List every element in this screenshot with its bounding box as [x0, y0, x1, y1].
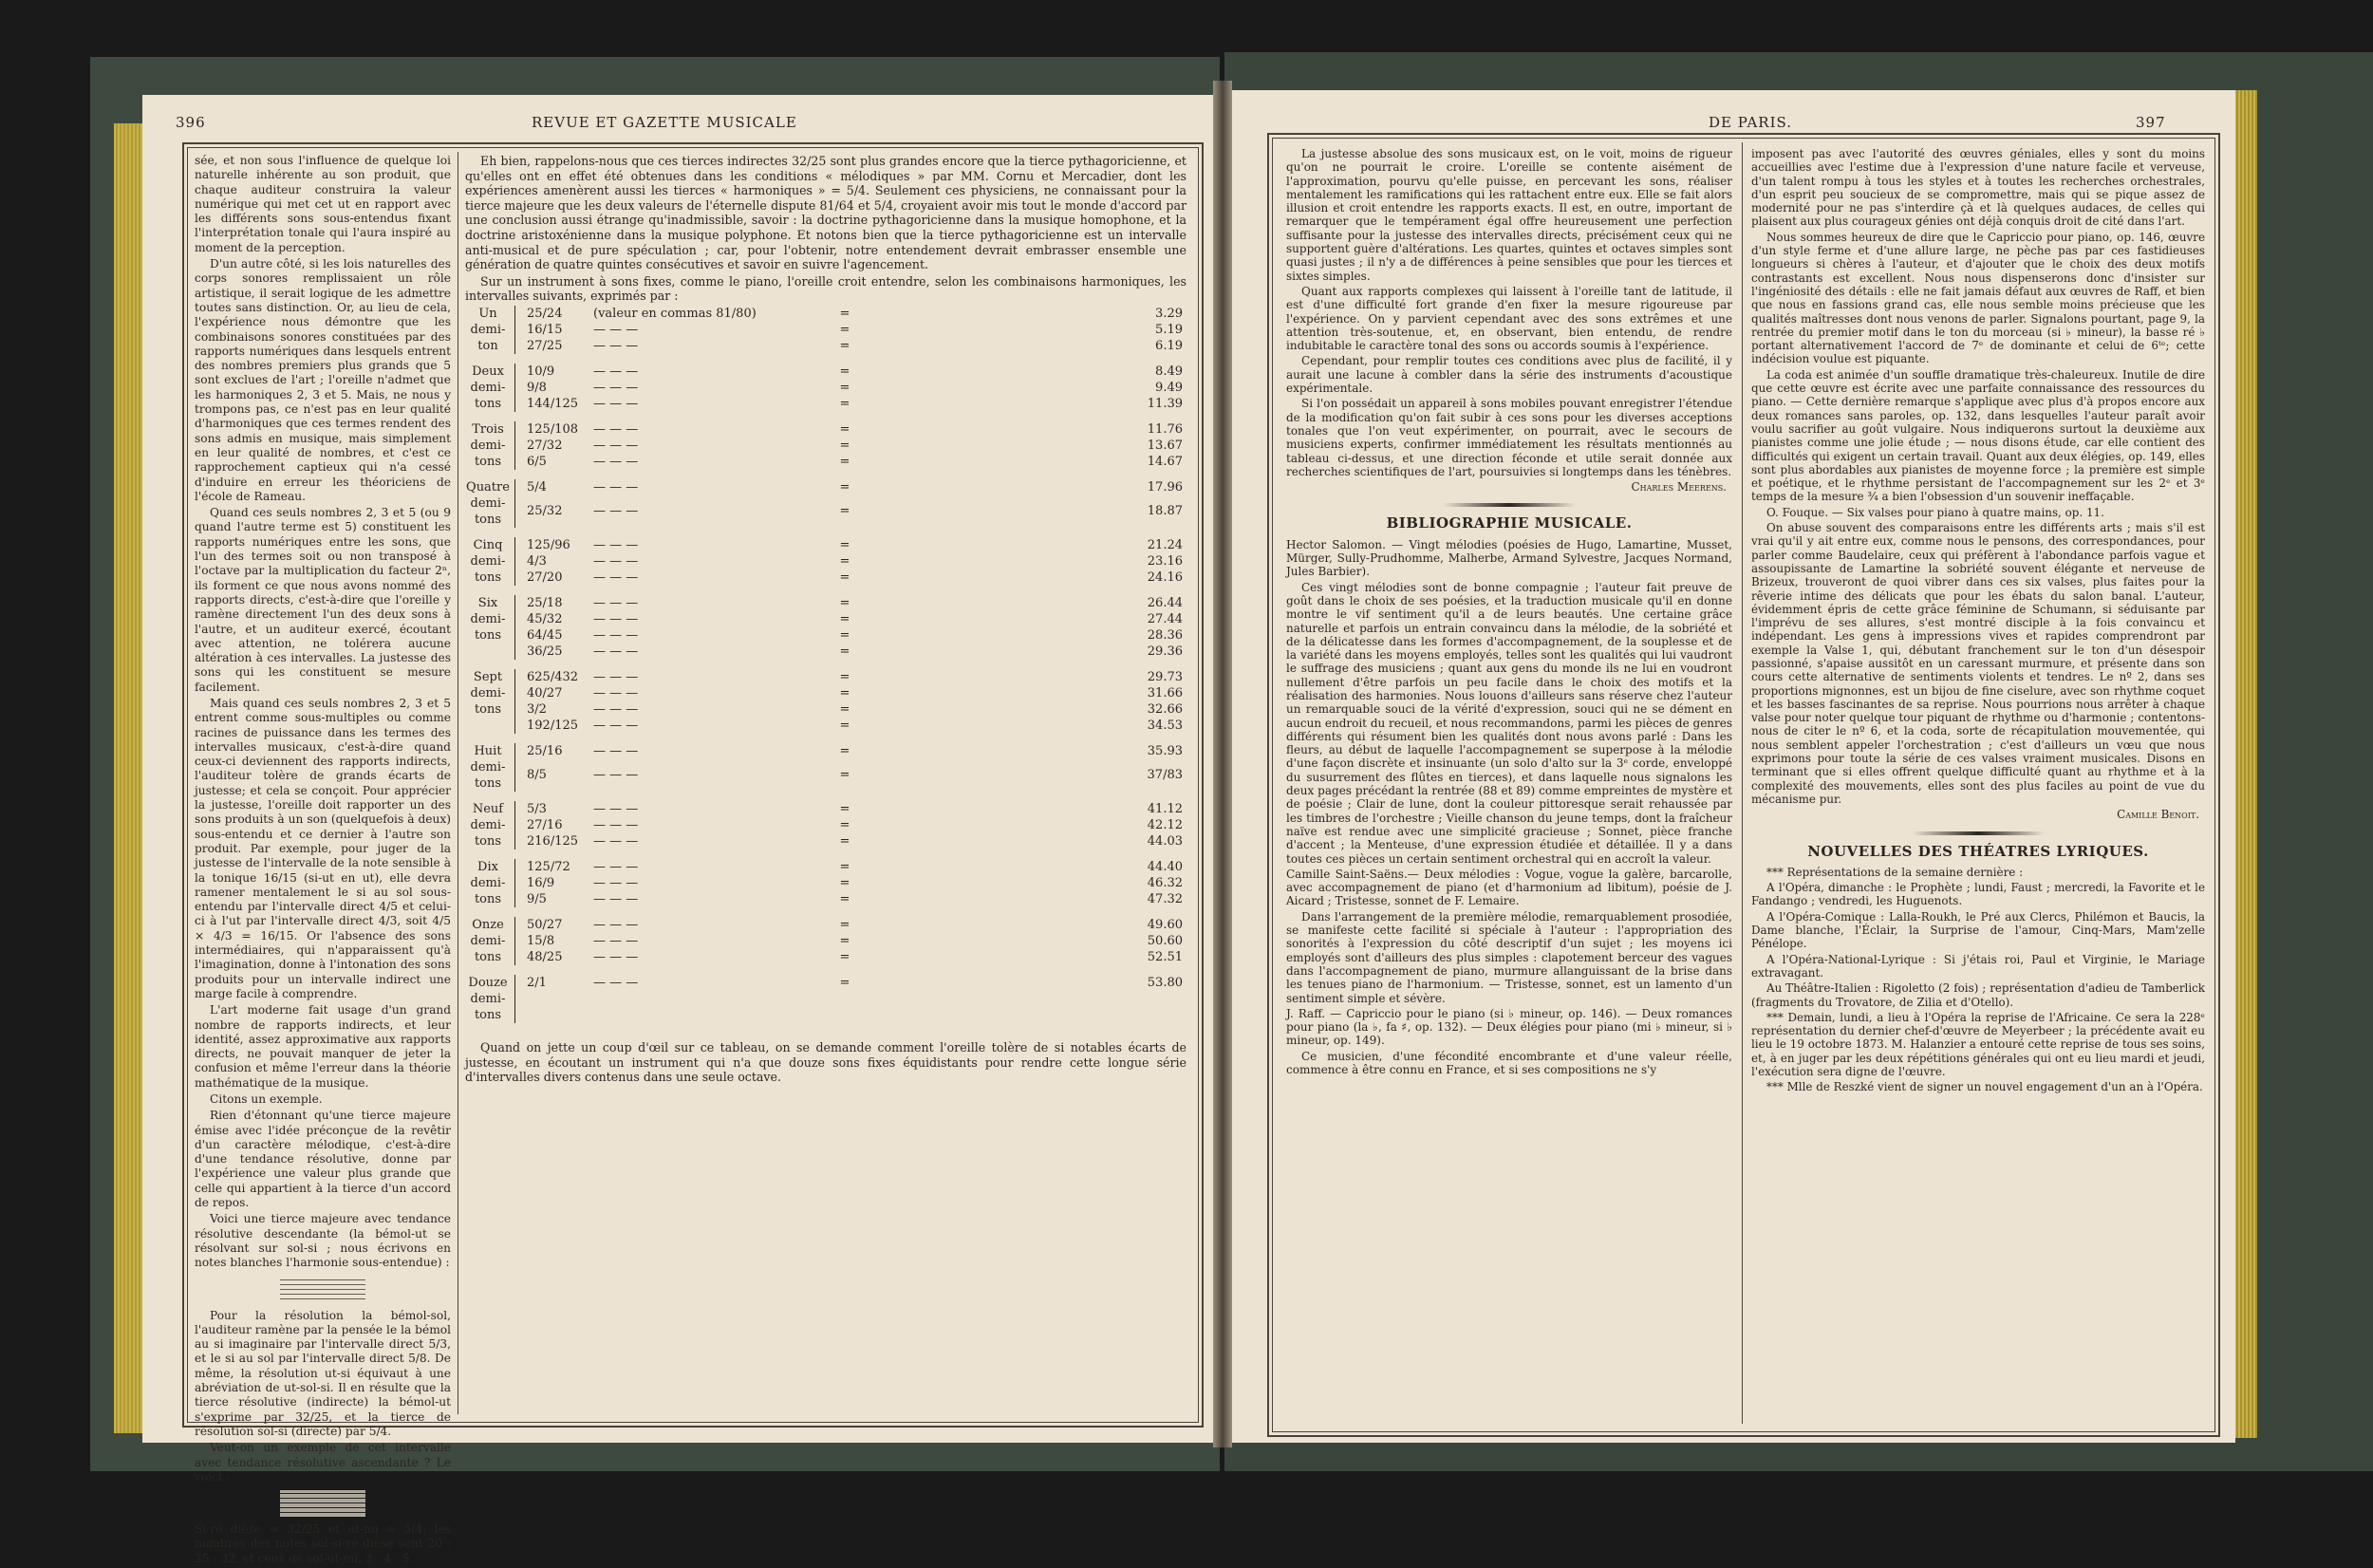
paragraph: L'art moderne fait usage d'un grand nombre de rapports indirects, et leur identité, assez approximative aux rapports directs, ne pouvait manquer de jeter la confusion et même l'erreur dans la théorie mathématique de la musique. [195, 1003, 451, 1090]
paragraph: Si-ré dièse = 32/25 et ut-mi = 5/4; les nombres des notes sol-si-ré dièse sont 20 : 25 : 32, et ceux de sol-ut-mi, 3 : 4 : 5. [195, 1522, 451, 1565]
ratio-cell: 9/8 [527, 380, 547, 395]
paragraph: A l'Opéra, dimanche : le Prophète ; lundi, Faust ; mercredi, la Favorite et le Fandango ; vendredi, les Huguenots. [1751, 881, 2205, 908]
paragraph: Si l'on possédait un appareil à sons mobiles pouvant enregistrer l'étendue de la modification qu'on fait subir à ces sons pour les diverses acceptions tonales que l'on veut expérimenter, on pourrait, avec le secours de musiciens experts, confirmer immédiatement les résultats mentionnés au tableau ci-dessus, et une direction féconde et utile serait donnée aux recherches scientifiques de l'art, poursuivies si longtemps dans les ténèbres. [1286, 397, 1732, 478]
comma-value-cell: 37/83 [1147, 768, 1183, 783]
table-spacer [465, 965, 1186, 975]
equals-cell: = [839, 454, 850, 469]
comma-value-cell: 13.67 [1147, 438, 1183, 453]
note-cell: — — — [593, 801, 639, 816]
table-spacer [465, 412, 1186, 421]
table-spacer [465, 660, 1186, 669]
equals-cell: = [839, 396, 850, 411]
equals-cell: = [839, 859, 850, 874]
table-spacer [465, 734, 1186, 743]
note-cell: — — — [593, 718, 639, 733]
table-row [465, 875, 1186, 891]
note-cell: — — — [593, 364, 639, 379]
paragraph: Sur un instrument à sons fixes, comme le piano, l'oreille croit entendre, selon les combinaisons harmoniques, les intervalles suivants, exprimés par : [465, 273, 1186, 304]
paragraph: Veut-on un exemple de cet intervalle avec tendance résolutive ascendante ? Le voici : [195, 1441, 451, 1484]
ratio-cell: 192/125 [527, 718, 579, 733]
note-cell: — — — [593, 322, 639, 337]
comma-value-cell: 34.53 [1147, 718, 1183, 733]
equals-cell: = [839, 611, 850, 626]
paragraph: D'un autre côté, si les lois naturelles des corps sonores remplissaient un rôle artistique, il serait logique de les admettre toutes sans distinction. Or, au lieu de cela, l'expérience nous démontre que les combinaisons sonores constituées par des rapports numériques dans lesquels entrent des nombres premiers plus grands que 5 sont exclues de l'art ; l'oreille n'admet que les harmoniques 2, 3 et 5. Mais, ne nous y trompons pas, ce n'est pas en leur qualité d'harmoniques que ces termes rendent des sons admis en musique, mais simplement en leur qualité de nombres, et c'est ce rapprochement captieux qui n'a cessé d'induire en erreur les théoriciens de l'école de Rameau. [195, 257, 451, 503]
note-cell: — — — [593, 875, 639, 890]
table-spacer [465, 586, 1186, 595]
comma-value-cell: 52.51 [1147, 949, 1183, 964]
note-cell: — — — [593, 644, 639, 659]
comma-value-cell: 29.36 [1147, 644, 1183, 659]
ratio-cell: 10/9 [527, 364, 555, 379]
comma-value-cell: 18.87 [1147, 504, 1183, 519]
note-cell: — — — [593, 833, 639, 849]
paragraph: Nous sommes heureux de dire que le Capriccio pour piano, op. 146, œuvre d'un style ferme et d'une allure large, ne pèche pas par ces fastidieuses longueurs si chères à l'auteur, et d'ajouter que le choix des deux motifs contrastants est excellent. Nous nous dispenserons donc d'insister sur l'ingéniosité des détails : elle ne fait jamais défaut aux œuvres de Raff, et bien que nous en fassions grand cas, elle nous semble moins précieuse que les qualités maîtresses dont nous venons de parler. Signalons pourtant, page 9, la rentrée du premier motif dans le ton du morceau (si ♭ mineur), la basse ré ♭ portant alternativement l'accord de 7ᵉ de dominante et celui de 6ᵗᵉ; cette indécision voulue est piquante. [1751, 230, 2205, 366]
note-cell: — — — [593, 569, 639, 585]
table-row [465, 859, 1186, 875]
equals-cell: = [839, 817, 850, 832]
ratio-cell: 125/72 [527, 859, 570, 874]
ratio-cell: 25/16 [527, 743, 563, 758]
ratio-cell: 45/32 [527, 611, 563, 626]
table-row [465, 743, 1186, 768]
comma-value-cell: 41.12 [1147, 801, 1183, 816]
note-cell: — — — [593, 685, 639, 700]
equals-cell: = [839, 875, 850, 890]
equals-cell: = [839, 975, 850, 990]
paragraph: Hector Salomon. — Vingt mélodies (poésies de Hugo, Lamartine, Musset, Mürger, Sully-Prudhomme, Malherbe, Armand Sylvestre, Jacques Normand, Jules Barbier). [1286, 537, 1732, 579]
paragraph: Quand ces seuls nombres 2, 3 et 5 (ou 9 quand l'autre terme est 5) constituent les rapports numériques entre les sons, que l'un des termes soit ou non transposé à l'octave par la multiplication du facteur 2ⁿ, ils forment ce que nous avons nommé des rapports directs, c'est-à-dire que l'oreille y ramène directement l'un des deux sons à l'autre, et un auditeur exercé, écoutant avec attention, ne tolérera aucune altération à ces intervalles. La justesse des sons qui les constituent se mesure facilement. [195, 506, 451, 694]
running-head-right: DE PARIS. [1709, 114, 1793, 131]
note-cell: — — — [593, 859, 639, 874]
equals-cell: = [839, 718, 850, 733]
equals-cell: = [839, 933, 850, 948]
ratio-cell: 125/96 [527, 537, 570, 552]
comma-value-cell: 42.12 [1147, 817, 1183, 832]
table-row [465, 685, 1186, 701]
ratio-cell: 16/15 [527, 322, 563, 337]
note-cell: — — — [593, 975, 639, 990]
ratio-cell: 16/9 [527, 875, 555, 890]
interval-label: Deux demi-tons [465, 364, 515, 412]
table-row [465, 801, 1186, 817]
comma-value-cell: 14.67 [1147, 454, 1183, 469]
interval-label: Douze demi-tons [465, 975, 515, 1023]
ratio-cell: 2/1 [527, 975, 547, 990]
table-row [465, 595, 1186, 611]
paragraph: Quant aux rapports complexes qui laissent à l'oreille tant de latitude, il est d'une difficulté fort grande d'en fixer la mesure rigoureuse par l'expérience. On y parvient cependant avec des sons extrêmes et une attention très-soutenue, et, en observant, bien entendu, de rendre indubitable le caractère tonal des sons ou accords soumis à l'expérience. [1286, 284, 1732, 353]
table-spacer [465, 528, 1186, 537]
equals-cell: = [839, 537, 850, 552]
ornament-rule [1443, 503, 1576, 507]
equals-cell: = [839, 364, 850, 379]
note-cell: — — — [593, 933, 639, 948]
ratio-cell: 50/27 [527, 917, 563, 932]
table-spacer [465, 1023, 1186, 1033]
note-cell: — — — [593, 504, 639, 519]
note-cell: — — — [593, 743, 639, 758]
note-cell: — — — [593, 611, 639, 626]
comma-value-cell: 26.44 [1147, 595, 1183, 610]
note-cell: — — — [593, 891, 639, 906]
paragraph: Mais quand ces seuls nombres 2, 3 et 5 entrent comme sous-multiples ou comme racines de puissance dans les termes des intervalles musicaux, c'est-à-dire quand ceux-ci deviennent des rapports indirects, l'auditeur tolère de grands écarts de justesse; et cela se conçoit. Pour apprécier la justesse, l'oreille doit rapporter un des sons produits à un son (quelquefois à deux) sous-entendu et ce dernier à l'autre son produit. Par exemple, pour juger de la justesse de l'intervalle de la note sensible à la tonique 16/15 (si-ut en ut), elle devra ramener mentalement le si au sol sous-entendu par l'intervalle direct 4/5 et celui-ci à l'ut par l'intervalle direct 4/3, soit 4/5 × 4/3 = 16/15. Or l'absence des sons intermédiaires, qui n'apparaissent qu'à l'imagination, donne à l'intonation des sons produits pour un intervalle indirect une marge facile à comprendre. [195, 696, 451, 1000]
paragraph: Voici une tierce majeure avec tendance résolutive descendante (la bémol-ut se résolvant sur sol-si ; nous écrivons en notes blanches l'harmonie sous-entendue) : [195, 1212, 451, 1270]
signature-benoit: Camille Benoit. [2117, 808, 2199, 822]
paragraph: Citons un exemple. [210, 1092, 323, 1106]
equals-cell: = [839, 595, 850, 610]
paragraph: *** Représentations de la semaine dernière : [1766, 865, 2024, 879]
ratio-cell: 40/27 [527, 685, 563, 700]
ratio-cell: 125/108 [527, 421, 579, 437]
page-number-left: 396 [176, 114, 206, 131]
ratio-cell: 4/3 [527, 553, 547, 569]
equals-cell: = [839, 833, 850, 849]
comma-value-cell: 21.24 [1147, 537, 1183, 552]
equals-cell: = [839, 701, 850, 717]
table-spacer [465, 470, 1186, 479]
table-row [465, 306, 1186, 322]
ratio-cell: 25/18 [527, 595, 563, 610]
equals-cell: = [839, 306, 850, 321]
comma-value-cell: 31.66 [1147, 685, 1183, 700]
column-rule-right [1742, 142, 1743, 1424]
ratio-cell: 25/32 [527, 504, 563, 519]
table-row [465, 611, 1186, 627]
table-row [465, 627, 1186, 644]
table-row [465, 503, 1186, 528]
note-cell: — — — [593, 380, 639, 395]
comma-value-cell: 17.96 [1147, 479, 1183, 495]
paragraph: Pour la résolution la bémol-sol, l'auditeur ramène par la pensée le la bémol au si imaginaire par l'intervalle direct 5/3, et le si au sol par l'intervalle direct 5/8. De même, la résolution ut-si équivaut à une abréviation de ut-sol-si. Il en résulte que la tierce résolutive (indirecte) la bémol-ut s'exprime par 32/25, et la tierce de résolution sol-si (directe) par 5/4. [195, 1308, 451, 1438]
note-cell: (valeur en commas 81/80) [593, 306, 757, 321]
paragraph: J. Raff. — Capriccio pour le piano (si ♭ mineur, op. 146). — Deux romances pour piano (la ♭, fa ♯, op. 132). — Deux élégies pour piano (mi ♭ mineur, si ♭ mineur, op. 149). [1286, 1006, 1732, 1048]
section-title-theatres: NOUVELLES DES THÉATRES LYRIQUES. [1807, 842, 2149, 860]
ratio-cell: 5/4 [527, 479, 547, 495]
comma-value-cell: 28.36 [1147, 627, 1183, 643]
interval-label: Dix demi-tons [465, 859, 515, 907]
equals-cell: = [839, 644, 850, 659]
comma-value-cell: 24.16 [1147, 569, 1183, 585]
equals-cell: = [839, 627, 850, 643]
paragraph: Quand on jette un coup d'œil sur ce tableau, on se demande comment l'oreille tolère de si notables écarts de justesse, en écoutant un instrument qui n'a que douze sons fixes équidistants pour rendre cette longue série d'intervalles divers contenus dans une seule octave. [465, 1039, 1186, 1085]
ratio-cell: 27/20 [527, 569, 563, 585]
comma-value-cell: 23.16 [1147, 553, 1183, 569]
paragraph: On abuse souvent des comparaisons entre les différents arts ; mais s'il est vrai qu'il y ait entre eux, comme nous le pensons, des correspondances, pour parler comme Baudelaire, ceux qui préfèrent à l'abondance parfois vague et assoupissante de Lamartine la sobriété souvent élégante et nerveuse de Brizeux, trouveront de quoi vibrer dans ces six valses, plus faites pour la rêverie intime des délicats que pour les ébats du salon banal. L'auteur, évidemment épris de cette grâce féminine de Schumann, si séduisante par l'imprévu de ses allures, s'est montré disciple à la fois convaincu et indépendant. Les gens à impressions vives et rapides comprendront par exemple la Valse 1, qui, débutant franchement sur le ton d'un désespoir passionné, s'apaise aussitôt en un caressant murmure, et présente dans son cours cette alternative de sentiments violents et tendres. Le nº 2, dans ses proportions mignonnes, est un bijou de fine ciselure, avec son rhythme coquet et les basses fascinantes de sa reprise. Nous pourrions nous arrêter à chaque valse pour noter quelque tour piquant de rhythme ou d'harmonie ; contentons-nous de citer le nº 6, et la coda, sorte de récapitulation mouvementée, qui nous semblent appeler l'orchestration ; c'est d'ailleurs un vœu que nous exprimons pour toute la série de ces valses vraiment musicales. Disons en terminant que si elles offrent quelque difficulté quant au rhythme et à la complexité des mouvements, elles sont des plus faciles au point de vue du mécanisme pur. [1751, 521, 2205, 806]
interval-label: Quatre demi-tons [465, 479, 515, 528]
table-spacer [465, 849, 1186, 859]
table-row [465, 833, 1186, 849]
equals-cell: = [839, 438, 850, 453]
comma-value-cell: 11.39 [1147, 396, 1183, 411]
ratio-cell: 27/16 [527, 817, 563, 832]
table-row [465, 949, 1186, 965]
right-column-1 [1286, 147, 1732, 1078]
interval-label: Cinq demi-tons [465, 537, 515, 586]
paragraph: Cependant, pour remplir toutes ces conditions avec plus de facilité, il y aurait une lacune à combler dans la série des instruments d'acoustique expérimentale. [1286, 354, 1732, 396]
table-row [465, 933, 1186, 949]
equals-cell: = [839, 768, 850, 783]
ratio-cell: 64/45 [527, 627, 563, 643]
table-row [465, 421, 1186, 438]
left-column-1 [195, 154, 451, 1568]
comma-value-cell: 3.29 [1155, 306, 1183, 321]
table-row [465, 644, 1186, 660]
page-number-right: 397 [2136, 114, 2166, 131]
comma-value-cell: 5.19 [1155, 322, 1183, 337]
table-row [465, 380, 1186, 396]
paragraph: sée, et non sous l'influence de quelque loi naturelle inhérente au son produit, que chaque auditeur construira la valeur numérique qui met cet ut en rapport avec les différents sons sous-entendus fixant l'interprétation tonale qui l'aura inspiré au moment de la perception. [195, 154, 451, 254]
music-example-1 [280, 1277, 365, 1303]
note-cell: — — — [593, 396, 639, 411]
note-cell: — — — [593, 479, 639, 495]
ratio-cell: 27/32 [527, 438, 563, 453]
ratio-cell: 25/24 [527, 306, 563, 321]
equals-cell: = [839, 917, 850, 932]
note-cell: — — — [593, 949, 639, 964]
table-row [465, 701, 1186, 718]
equals-cell: = [839, 504, 850, 519]
table-row [465, 396, 1186, 412]
table-row [465, 364, 1186, 380]
interval-table [465, 306, 1186, 1033]
table-row [465, 669, 1186, 685]
comma-value-cell: 44.03 [1147, 833, 1183, 849]
table-row [465, 817, 1186, 833]
note-cell: — — — [593, 338, 639, 353]
equals-cell: = [839, 891, 850, 906]
paragraph: Dans l'arrangement de la première mélodie, remarquablement prosodiée, se manifeste cette facilité si spéciale à l'auteur : l'appropriation des sonorités à l'expression du côté descriptif d'un sujet ; les moyens ici employés sont d'ailleurs des plus simples : clapotement berceur des vagues dans l'accompagnement de piano, murmure allanguissant de la brise dans les tenues piano de l'harmonium. — Tristesse, sonnet, est un lamento d'un sentiment simple et sévère. [1286, 909, 1732, 1005]
ratio-cell: 6/5 [527, 454, 547, 469]
table-spacer [465, 907, 1186, 917]
comma-value-cell: 47.32 [1147, 891, 1183, 906]
ratio-cell: 216/125 [527, 833, 579, 849]
note-cell: — — — [593, 454, 639, 469]
table-row [465, 569, 1186, 586]
signature-meerens: Charles Meerens. [1631, 480, 1727, 495]
paragraph: Camille Saint-Saëns.— Deux mélodies : Vogue, vogue la galère, barcarolle, avec accompagnement de piano (et d'harmonium ad libitum), poésie de J. Aicard ; Tristesse, sonnet de F. Lemaire. [1286, 867, 1732, 908]
ornament-rule [1912, 831, 2045, 835]
music-example-2 [280, 1490, 365, 1517]
paragraph: Rien d'étonnant qu'une tierce majeure émise avec l'idée préconçue de la revêtir d'un caractère mélodique, c'est-à-dire d'une tendance résolutive, donne par l'expérience une valeur plus grande que celle qui appartient à la tierce d'un accord de repos. [195, 1109, 451, 1210]
table-row [465, 975, 1186, 1023]
ratio-cell: 5/3 [527, 801, 547, 816]
paragraph: Ces vingt mélodies sont de bonne compagnie ; l'auteur fait preuve de goût dans le choix de ses poésies, et la traduction musicale qu'il en donne montre le vif sentiment qu'il a de leurs beautés. Une certaine grâce naturelle et parfois un entrain convaincu dans la mélodie, de la sobriété et de la délicatesse dans les formes d'accompagnement, de la souplesse et de la variété dans les moyens employés, telles sont les qualités qui lui vaudront le suffrage des musiciens ; quant aux gens du monde ils ne lui en voudront nullement d'être parfois un peu facile dans le choix des motifs et la réalisation des harmonies. Nous louons d'ailleurs sans réserve chez l'auteur un remarquable souci de la vérité d'expression, souci qui ne se dément en aucun endroit du recueil, et nous recommandons, parmi les pièces de genres différents qui résument bien les qualités dont nous avons parlé : Dans les fleurs, au début de laquelle l'accompagnement se superpose à la mélodie d'une façon discrète et insinuante (un solo d'alto sur la 3ᵉ corde, enveloppé du susurrement des flûtes en tierces), et dans laquelle nous signalons les deux pages précédant la rentrée (88 et 89) comme empreintes de mystère et de poésie ; Clair de lune, dont la couleur pittoresque serait rehaussée par les timbres de l'orchestre ; Vieille chanson du jeune temps, dont la fraîcheur naïve est rendue avec une simplicité gracieuse ; Sonnet, pièce franche d'accent ; la Menteuse, d'une expression étudiée et détaillée. Il y a dans toutes ces pièces un certain sentiment orchestral qui en accroît la valeur. [1286, 580, 1733, 866]
interval-label: Neuf demi-tons [465, 801, 515, 849]
running-head-left: REVUE ET GAZETTE MUSICALE [532, 114, 797, 131]
right-column-2 [1751, 147, 2205, 1096]
equals-cell: = [839, 743, 850, 758]
paragraph: *** Demain, lundi, a lieu à l'Opéra la reprise de l'Africaine. Ce sera la 228ᵉ représentation du dernier chef-d'œuvre de Meyerbeer ; la précédente avait eu lieu le 19 octobre 1873. M. Halanzier a entouré cette reprise de tous ses soins, et, à en juger par les deux répétitions générales qui ont eu lieu mardi et jeudi, l'exécution sera digne de l'œuvre. [1751, 1010, 2205, 1078]
comma-value-cell: 32.66 [1147, 701, 1183, 717]
note-cell: — — — [593, 768, 639, 783]
table-row [465, 718, 1186, 734]
note-cell: — — — [593, 917, 639, 932]
equals-cell: = [839, 949, 850, 964]
paragraph: A l'Opéra-Comique : Lalla-Roukh, le Pré aux Clercs, Philémon et Baucis, la Dame blanche, l'Éclair, la Surprise de l'amour, Cinq-Mars, Mam'zelle Pénélope. [1751, 909, 2205, 951]
table-row [465, 322, 1186, 338]
note-cell: — — — [593, 421, 639, 437]
equals-cell: = [839, 669, 850, 684]
table-spacer [465, 354, 1186, 364]
comma-value-cell: 27.44 [1147, 611, 1183, 626]
table-row [465, 553, 1186, 569]
interval-label: Six demi-tons [465, 595, 515, 660]
equals-cell: = [839, 421, 850, 437]
comma-value-cell: 11.76 [1147, 421, 1183, 437]
ratio-cell: 8/5 [527, 768, 547, 783]
interval-label: Onze demi-tons [465, 917, 515, 965]
table-row [465, 891, 1186, 907]
paragraph: Ce musicien, d'une fécondité encombrante et d'une valeur réelle, commence à être connu en France, et si ses compositions ne s'y [1286, 1049, 1732, 1076]
gutter [1213, 81, 1232, 1447]
table-row [465, 537, 1186, 553]
interval-label: Trois demi-tons [465, 421, 515, 470]
note-cell: — — — [593, 438, 639, 453]
paragraph: A l'Opéra-National-Lyrique : Si j'étais roi, Paul et Virginie, le Mariage extravagant. [1751, 952, 2205, 980]
comma-value-cell: 44.40 [1147, 859, 1183, 874]
equals-cell: = [839, 801, 850, 816]
note-cell: — — — [593, 553, 639, 569]
table-row [465, 479, 1186, 504]
table-row [465, 917, 1186, 933]
equals-cell: = [839, 569, 850, 585]
ratio-cell: 9/5 [527, 891, 547, 906]
comma-value-cell: 8.49 [1155, 364, 1183, 379]
comma-value-cell: 53.80 [1147, 975, 1183, 990]
ratio-cell: 27/25 [527, 338, 563, 353]
paragraph: La justesse absolue des sons musicaux est, on le voit, moins de rigueur qu'on ne pourrait le croire. L'oreille se contente aisément de l'approximation, pourvu qu'elle puisse, en percevant les sons, réaliser mentalement les ramifications qui les rattachent entre eux. Elle se fait alors illusion et croit entendre les rapports exacts. Il est, en outre, important de remarquer que le tempérament égal offre heureusement une perfection suffisante pour la justesse des intervalles directs, précisément ceux qui ne supportent guère d'altérations. Les quartes, quintes et octaves simples sont quasi justes ; il n'y a de différences à peine sensibles que pour les tierces et sixtes simples. [1286, 147, 1732, 283]
paragraph: *** Mlle de Reszké vient de signer un nouvel engagement d'un an à l'Opéra. [1766, 1080, 2203, 1094]
comma-value-cell: 35.93 [1147, 743, 1183, 758]
ratio-cell: 36/25 [527, 644, 563, 659]
equals-cell: = [839, 338, 850, 353]
comma-value-cell: 49.60 [1147, 917, 1183, 932]
equals-cell: = [839, 553, 850, 569]
ratio-cell: 625/432 [527, 669, 579, 684]
note-cell: — — — [593, 537, 639, 552]
comma-value-cell: 29.73 [1147, 669, 1183, 684]
comma-value-cell: 50.60 [1147, 933, 1183, 948]
interval-label: Un demi-ton [465, 306, 515, 354]
comma-value-cell: 6.19 [1155, 338, 1183, 353]
table-row [465, 338, 1186, 354]
note-cell: — — — [593, 595, 639, 610]
interval-label: Huit demi-tons [465, 743, 515, 792]
comma-value-cell: 9.49 [1155, 380, 1183, 395]
table-spacer [465, 792, 1186, 801]
table-row [465, 454, 1186, 470]
interval-label: Sept demi-tons [465, 669, 515, 734]
equals-cell: = [839, 322, 850, 337]
paragraph: Au Théâtre-Italien : Rigoletto (2 fois) ; représentation d'adieu de Tamberlick (fragments du Trovatore, de Zilia et d'Otello). [1751, 981, 2205, 1009]
ratio-cell: 3/2 [527, 701, 547, 717]
ratio-cell: 48/25 [527, 949, 563, 964]
table-row [465, 767, 1186, 792]
paragraph: imposent pas avec l'autorité des œuvres géniales, elles y sont du moins accueillies avec l'estime due à l'expression d'une nature facile et verveuse, d'un talent rompu à tous les styles et à toutes les recherches orchestrales, d'un esprit peu soucieux de se compromettre, mais qui se pique assez de modernité pour ne pas s'interdire çà et là quelques audaces, de celles qui plaisent aux plus courageux génies ont déjà conquis droit de cité dans l'art. [1751, 147, 2205, 229]
note-cell: — — — [593, 627, 639, 643]
equals-cell: = [839, 479, 850, 495]
paragraph: Eh bien, rappelons-nous que ces tierces indirectes 32/25 sont plus grandes encore que la tierce pythagoricienne, et qu'elles ont en effet été obtenues dans les conditions « mélodiques » par MM. Cornu et Mercadier, dont les expériences amenèrent aussi les tierces « harmoniques » = 5/4. Seulement ces physiciens, ne connaissant pour la tierce majeure que les deux valeurs de l'éternelle dispute 81/64 et 5/4, croyaient avoir mis tout le monde d'accord par une conclusion aussi étrange qu'inadmissible, savoir : la doctrine pythagoricienne dans la musique homophone, et la doctrine aristoxénienne dans la musique polyphone. Et notons bien que la tierce pythagoricienne est un intervalle anti-musical et de pure spéculation ; car, pour l'obtenir, notre entendement devrait embrasser ensemble une génération de quatre quintes consécutives et savoir en suivre l'agencement. [465, 154, 1186, 272]
paragraph: La coda est animée d'un souffle dramatique très-chaleureux. Inutile de dire que cette œuvre est écrite avec une parfaite connaissance des ressources du piano. — Cette dernière remarque s'applique avec plus d'à propos encore aux deux romances sans paroles, op. 132, dans lesquelles l'auteur paraît avoir voulu sacrifier au goût vulgaire. Nous indiquerons surtout la deuxième aux pianistes comme une jolie étude ; — nous disons étude, car elle contient des difficultés qui exigent un certain travail. Quant aux deux élégies, op. 149, elles sont plus abordables aux pianistes de moyenne force ; la première est simple et poétique, et le rhythme persistant de l'accompagnement sur les 2ᵉ et 3ᵉ temps de la mesure ¾ a bien l'obsession d'un souvenir ineffaçable. [1751, 367, 2205, 504]
paragraph: O. Fouque. — Six valses pour piano à quatre mains, op. 11. [1766, 505, 2104, 519]
note-cell: — — — [593, 817, 639, 832]
note-cell: — — — [593, 701, 639, 717]
table-row [465, 438, 1186, 454]
comma-value-cell: 46.32 [1147, 875, 1183, 890]
equals-cell: = [839, 380, 850, 395]
left-column-2 [465, 154, 1186, 1087]
note-cell: — — — [593, 669, 639, 684]
section-title-bibliographie: BIBLIOGRAPHIE MUSICALE. [1386, 514, 1633, 532]
ratio-cell: 15/8 [527, 933, 555, 948]
equals-cell: = [839, 685, 850, 700]
ratio-cell: 144/125 [527, 396, 579, 411]
